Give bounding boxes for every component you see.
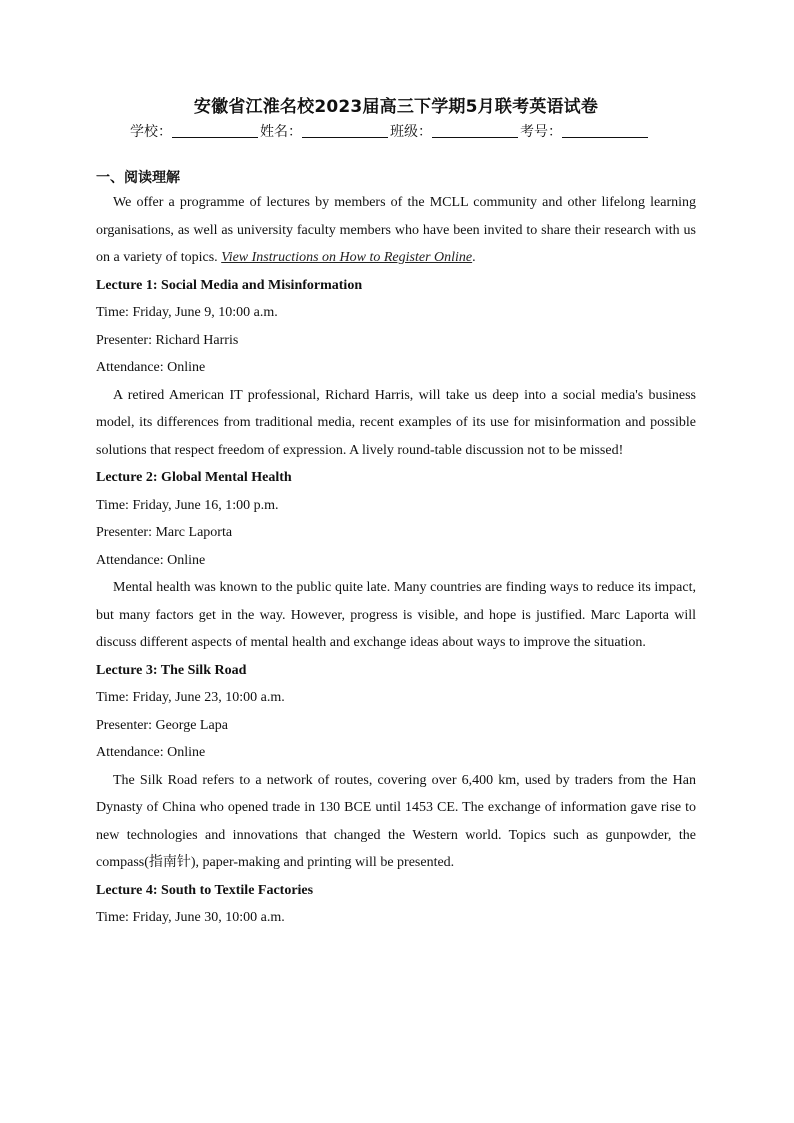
lecture-3-title: Lecture 3: The Silk Road: [96, 662, 247, 678]
register-online-link[interactable]: View Instructions on How to Register Online: [221, 250, 473, 265]
exam-number-blank[interactable]: [562, 123, 648, 138]
document-page: [96, 92, 696, 932]
class-label: 班级：: [390, 124, 432, 140]
lecture-1-title: Lecture 1: Social Media and Misinformation: [96, 277, 363, 293]
exam-title: 安徽省江淮名校2023届高三下学期5月联考英语试卷: [193, 97, 599, 117]
student-info-fields: [84, 121, 696, 141]
section-heading: 一、阅读理解: [96, 170, 180, 186]
lecture-2-title: Lecture 2: Global Mental Health: [96, 470, 292, 485]
lecture-3-presenter: Presenter: George Lapa: [96, 717, 228, 733]
lecture-1-presenter: Presenter: Richard Harris: [96, 332, 239, 348]
name-blank[interactable]: [302, 123, 388, 138]
lecture-3-time: Time: Friday, June 23, 10:00 a.m.: [96, 690, 285, 705]
lecture-2-attendance: Attendance: Online: [96, 552, 206, 568]
school-blank[interactable]: [172, 123, 258, 138]
exam-number-label: 考号：: [520, 124, 562, 140]
intro-paragraph: [96, 189, 696, 272]
lecture-1-attendance: Attendance: Online: [96, 360, 206, 375]
lecture-4-time: Time: Friday, June 30, 10:00 a.m.: [96, 910, 285, 925]
intro-end: .: [472, 250, 476, 265]
intro-text: We offer a programme of lectures by members of the MCLL community and other lifelong learning organisations, as well as university faculty members who have been invited to share their research with us on a variety of topics.: [96, 195, 696, 265]
lecture-2-time: Time: Friday, June 16, 1:00 p.m.: [96, 497, 279, 513]
lecture-4-title: Lecture 4: South to Textile Factories: [96, 882, 314, 898]
lecture-2-description: Mental health was known to the public quite late. Many countries are finding ways to reduce its impact, but many factors get in the way. However, progress is visible, and hope is justified. Marc Laporta will discuss different aspects of mental health and exchange ideas about ways to improve the situation.: [96, 580, 696, 650]
school-label: 学校：: [130, 124, 172, 140]
lecture-1-description: A retired American IT professional, Richard Harris, will take us deep into a social media's business model, its differences from traditional media, recent examples of its use for misinformation and possible solutions that respect freedom of expression. A lively round-table discussion not to be missed!: [96, 387, 696, 458]
name-label: 姓名：: [260, 124, 302, 140]
lecture-3-description: The Silk Road refers to a network of routes, covering over 6,400 km, used by traders from the Han Dynasty of China who opened trade in 130 BCE until 1453 CE. The exchange of information gave rise to new technologies and innovations that changed the Western world. Topics such as gunpowder, the compass(指南针), paper-making and printing will be presented.: [96, 772, 696, 870]
class-blank[interactable]: [432, 123, 518, 138]
lecture-1-time: Time: Friday, June 9, 10:00 a.m.: [96, 305, 278, 320]
lecture-3-attendance: Attendance: Online: [96, 745, 206, 760]
lecture-2-presenter: Presenter: Marc Laporta: [96, 525, 233, 540]
